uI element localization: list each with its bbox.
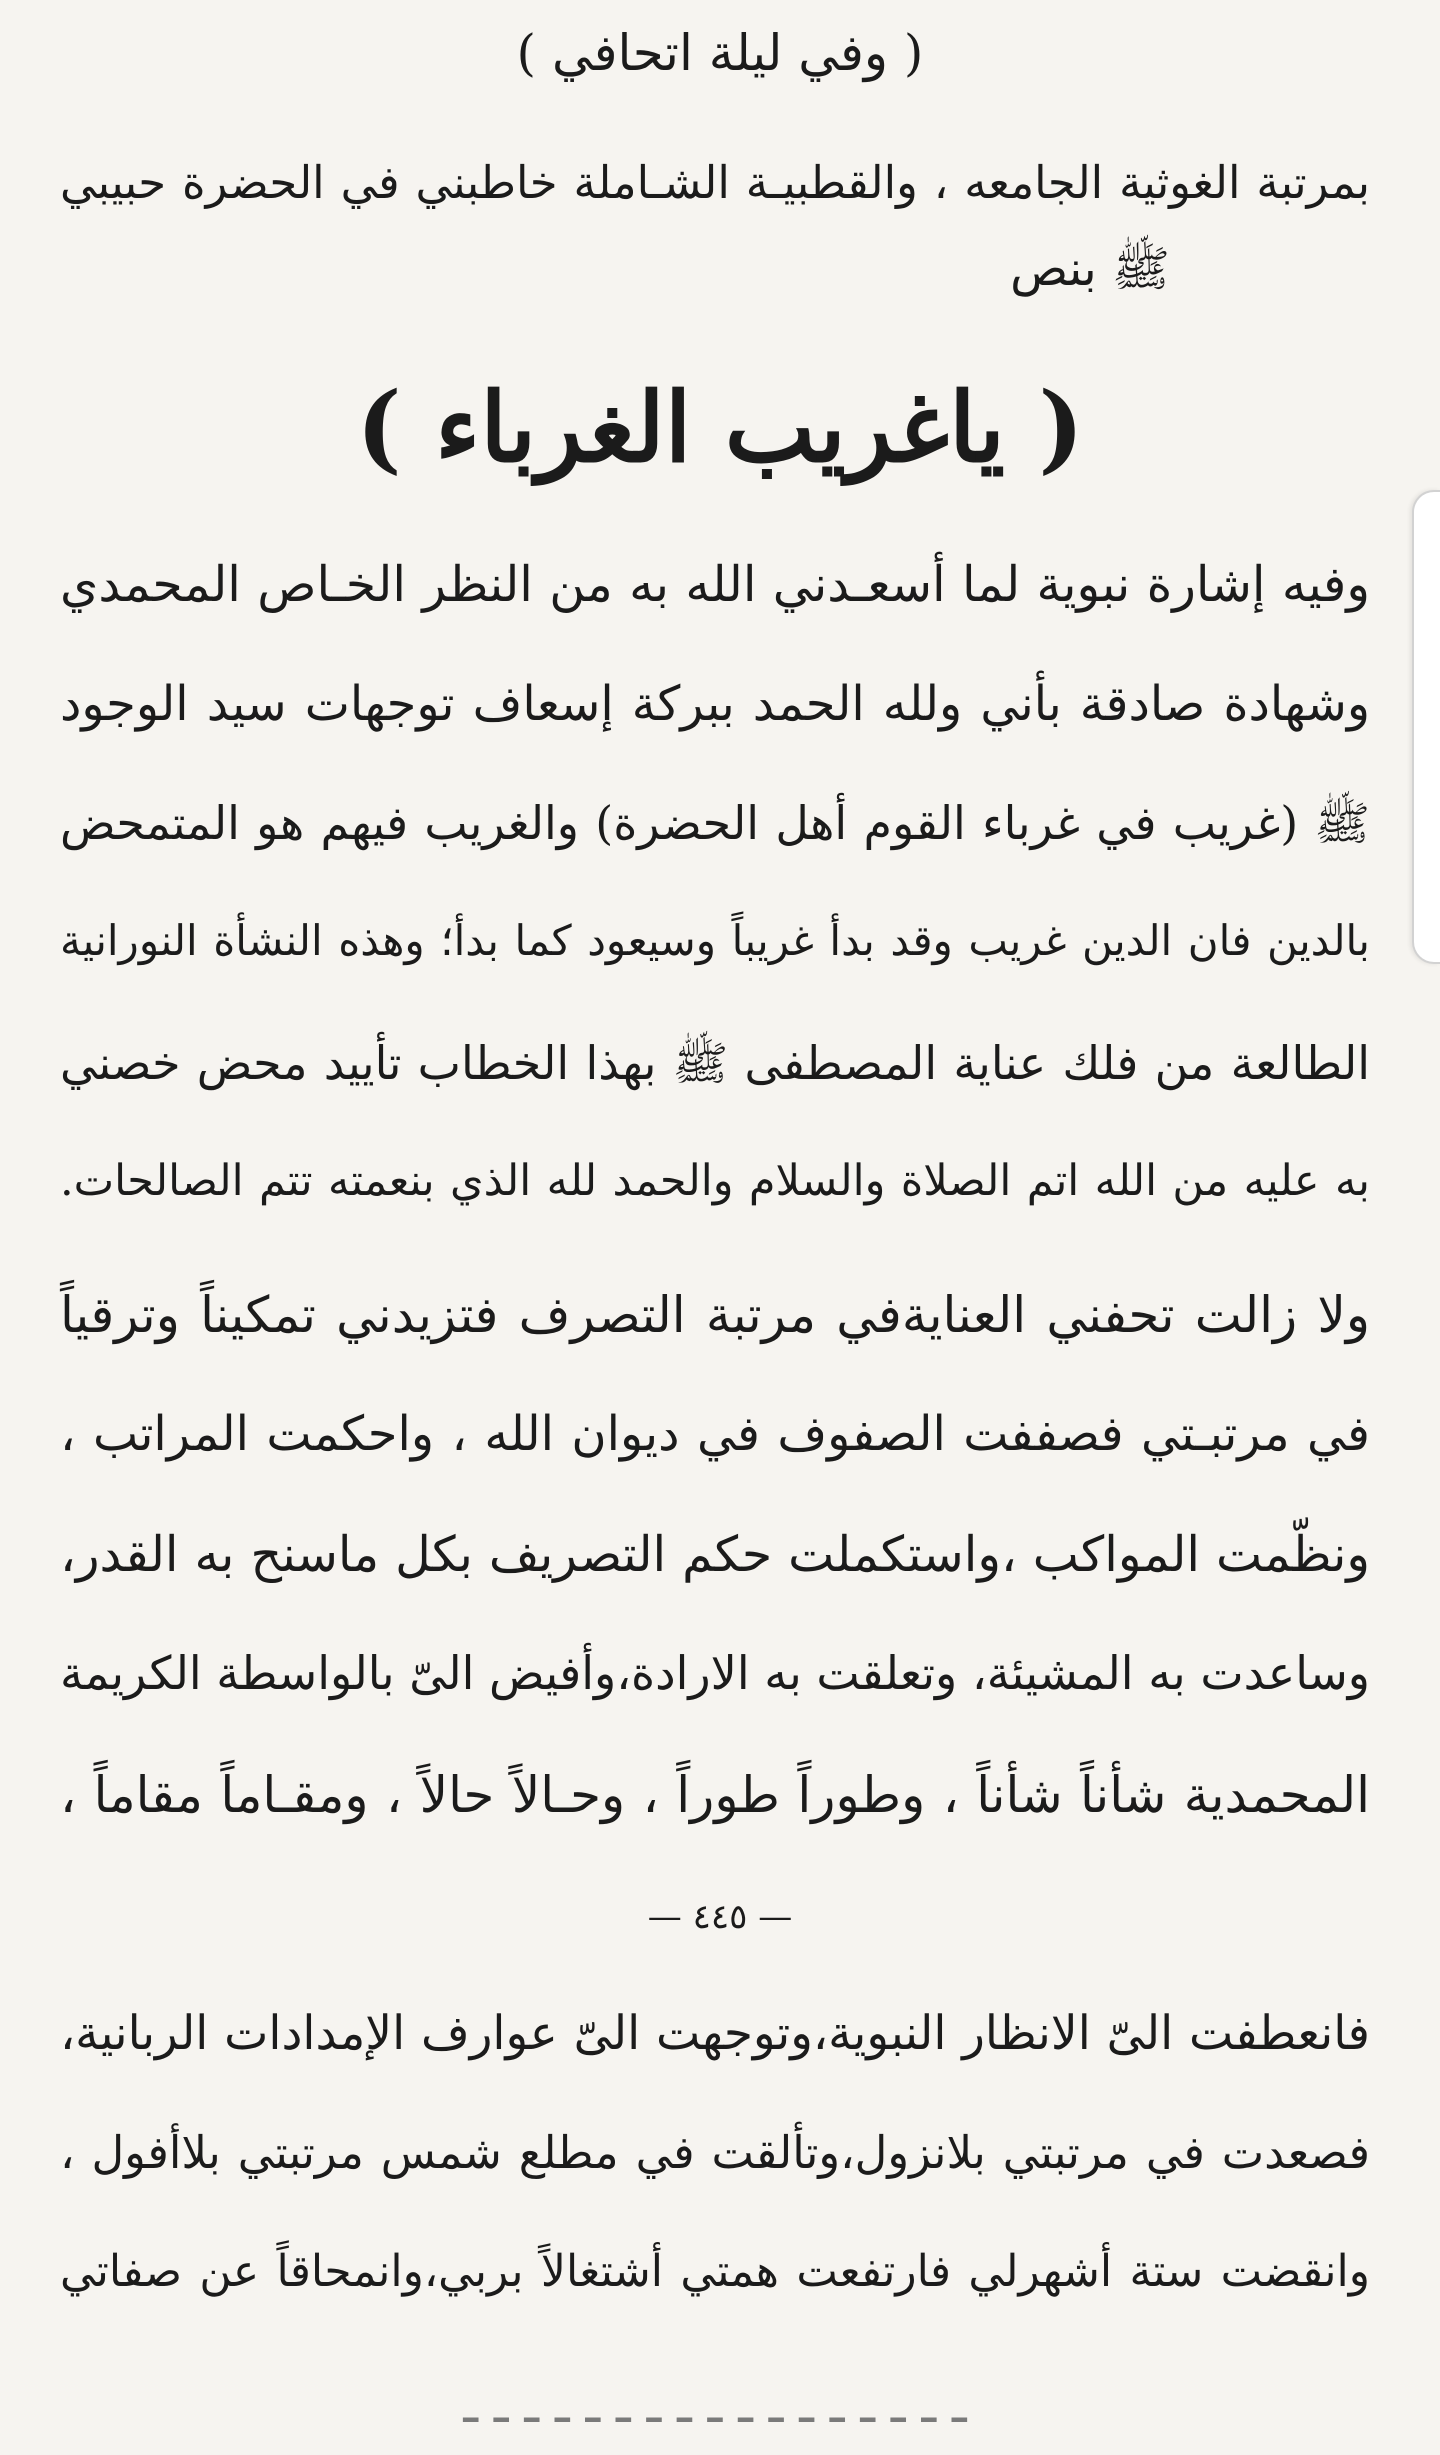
text-line-12: وساعدت به المشيئة، وتعلقت به الارادة،وأفيض الىّ بالواسطة الكريمة bbox=[60, 1646, 1370, 1700]
text-line-7: الطالعة من فلك عناية المصطفى ﷺ بهذا الخطاب تأييد محض خصني bbox=[60, 1036, 1370, 1090]
section-heading: ( وفي ليلة اتحافي ) bbox=[516, 24, 924, 82]
text-line-8: به عليه من الله اتم الصلاة والسلام والحمد لله الذي بنعمته تتم الصالحات. bbox=[60, 1156, 1370, 1206]
text-line-14: فانعطفت الىّ الانظار النبوية،وتوجهت الىّ عوارف الإمدادات الربانية، bbox=[60, 2006, 1370, 2061]
text-line-15: فصعدت في مرتبتي بلانزول،وتألقت في مطلع شمس مرتبتي بلاأفول ، bbox=[60, 2126, 1370, 2179]
text-line-2: ﷺ بنص bbox=[1010, 241, 1170, 297]
text-line-3: وفيه إشارة نبوية لما أسعـدني الله به من النظر الخـاص المحمدي bbox=[60, 556, 1370, 613]
text-line-9: ولا زالت تحفني العنايةفي مرتبة التصرف فتزيدني تمكيناً وترقياً bbox=[60, 1286, 1370, 1344]
text-line-1: بمرتبة الغوثية الجامعه ، والقطبيـة الشـاملة خاطبني في الحضرة حبيبي bbox=[60, 156, 1370, 209]
text-line-6: بالدين فان الدين غريب وقد بدأ غريباً وسيعود كما بدأ؛ وهذه النشأة النورانية bbox=[60, 916, 1370, 965]
text-line-13: المحمدية شأناً شأناً ، وطوراً طوراً ، وحـالاً حالاً ، ومقـاماً مقاماً ، bbox=[60, 1766, 1370, 1824]
text-line-16: وانقضت ستة أشهرلي فارتفعت همتي أشتغالاً بربي،وانمحاقاً عن صفاتي bbox=[60, 2246, 1370, 2297]
text-line-10: في مرتبـتي فصففت الصفوف في ديوان الله ، واحكمت المراتب ، bbox=[60, 1406, 1370, 1462]
text-line-11: ونظّمت المواكب ،واستكملت حكم التصريف بكل ماسنح به القدر، bbox=[60, 1526, 1370, 1583]
side-scroll-handle[interactable] bbox=[1412, 490, 1440, 964]
page-title: ( ياغريب الغرباء ) bbox=[356, 371, 1084, 484]
text-line-17-cutoff: ـ ـ ـ ـ ـ ـ ـ ـ ـ ـ ـ ـ ـ ـ ـ ـ ـ bbox=[463, 2376, 967, 2434]
text-line-4: وشهادة صادقة بأني ولله الحمد ببركة إسعاف توجهات سيد الوجود bbox=[60, 676, 1371, 732]
page-number: — ٤٤٥ — bbox=[647, 1897, 793, 1937]
text-line-5: ﷺ (غريب في غرباء القوم أهل الحضرة) والغريب فيهم هو المتمحض bbox=[60, 796, 1370, 850]
